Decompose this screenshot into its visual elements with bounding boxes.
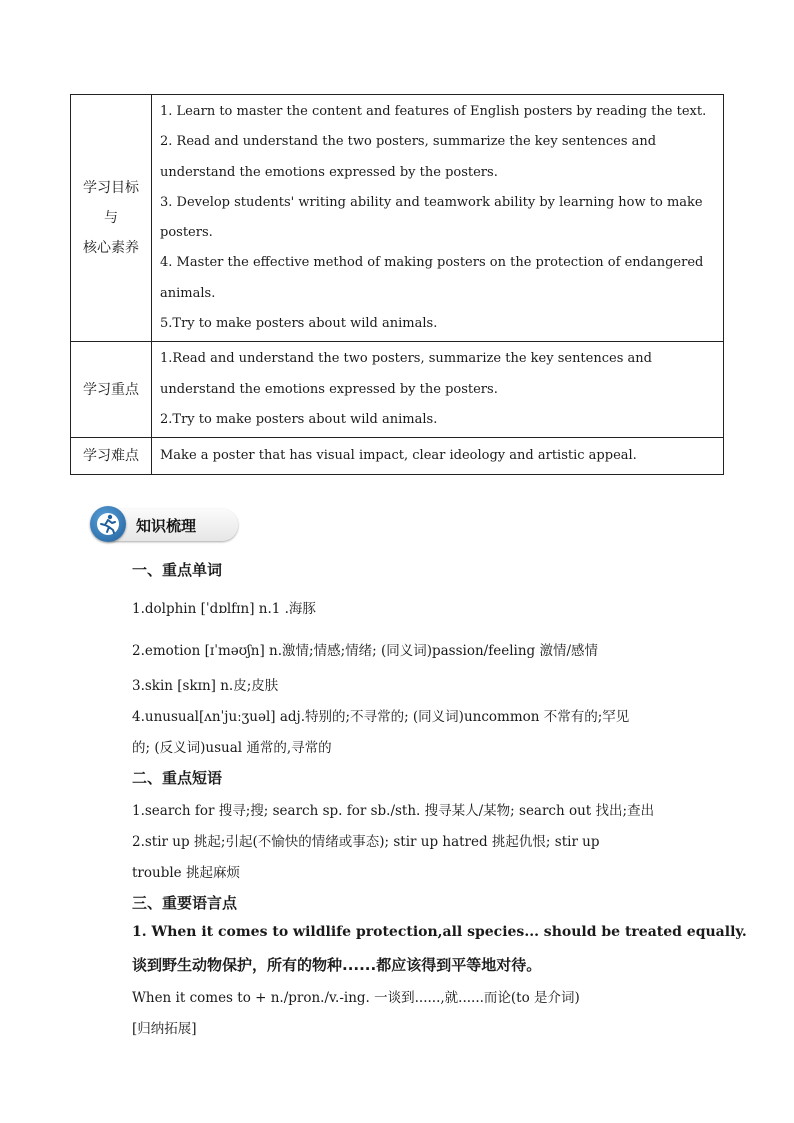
badge-circle — [90, 506, 126, 542]
words-heading: 一、重点单词 — [132, 561, 223, 579]
phrase-item: 1.search for 搜寻;搜; search sp. for sb./sth. 搜寻某人/某物; search out 找出;查出 — [132, 803, 655, 819]
goals-label — [71, 95, 152, 342]
goals-label-line-2: 与 — [104, 210, 118, 227]
key-points-row — [71, 342, 724, 438]
goal-item: 4. Master the effective method of making posters on the protection of endangered animals. — [160, 255, 704, 301]
goal-item: 5.Try to make posters about wild animals. — [160, 316, 438, 332]
goal-item: 3. Develop students' writing ability and teamwork ability by learning how to make posters. — [160, 194, 703, 241]
goal-item: 2. Read and understand the two posters, summarize the key sentences and understand the emotions expressed by the posters. — [160, 134, 657, 180]
key-points-label: 学习重点 — [71, 342, 152, 438]
point-sentence-cn: 谈到野生动物保护，所有的物种......都应该得到平等地对待。 — [132, 956, 542, 974]
difficulty-row — [71, 438, 724, 475]
word-item: 4.unusual[ʌnˈjuːʒuəl] adj.特别的;不寻常的; (同义词)uncommon 不常有的;罕见 — [132, 709, 630, 725]
goal-item: 1. Learn to master the content and features of English posters by reading the text. — [160, 104, 707, 119]
goals-label-line-3: 核心素养 — [83, 240, 139, 257]
learning-goals-table — [70, 94, 724, 475]
word-item: 1.dolphin [ˈdɒlfɪn] n.1 .海豚 — [132, 601, 316, 617]
word-item: 的; (反义词)usual 通常的,寻常的 — [132, 740, 332, 756]
key-point-item: 2.Try to make posters about wild animals. — [160, 411, 438, 427]
goals-label-line-1: 学习目标 — [83, 180, 139, 197]
point-sentence-en: 1. When it comes to wildlife protection,all species... should be treated equally. — [132, 924, 747, 940]
goals-content — [152, 95, 724, 342]
key-points-content — [152, 342, 724, 438]
section-badge — [90, 506, 240, 542]
phrase-item: 2.stir up 挑起;引起(不愉快的情绪或事态); stir up hatred 挑起仇恨; stir up — [132, 834, 600, 850]
word-item: 2.emotion [ɪˈməʊʃn] n.激情;情感;情绪; (同义词)passion/feeling 激情/感情 — [132, 643, 599, 659]
badge-title: 知识梳理 — [136, 517, 197, 535]
runner-icon — [90, 506, 126, 542]
phrase-item: trouble 挑起麻烦 — [132, 865, 240, 881]
point-note: When it comes to + n./pron./v.-ing. 一谈到......,就......而论(to 是介词) — [132, 990, 580, 1006]
word-item: 3.skin [skɪn] n.皮;皮肤 — [132, 678, 279, 694]
key-point-item: 1.Read and understand the two posters, summarize the key sentences and understand the emotions expressed by the posters. — [160, 351, 652, 397]
points-heading: 三、重要语言点 — [132, 894, 238, 912]
summary-label: [归纳拓展] — [132, 1021, 197, 1037]
goals-row — [71, 95, 724, 342]
phrases-heading: 二、重点短语 — [132, 769, 223, 787]
difficulty-content: Make a poster that has visual impact, clear ideology and artistic appeal. — [152, 438, 724, 475]
difficulty-label: 学习难点 — [71, 438, 152, 475]
